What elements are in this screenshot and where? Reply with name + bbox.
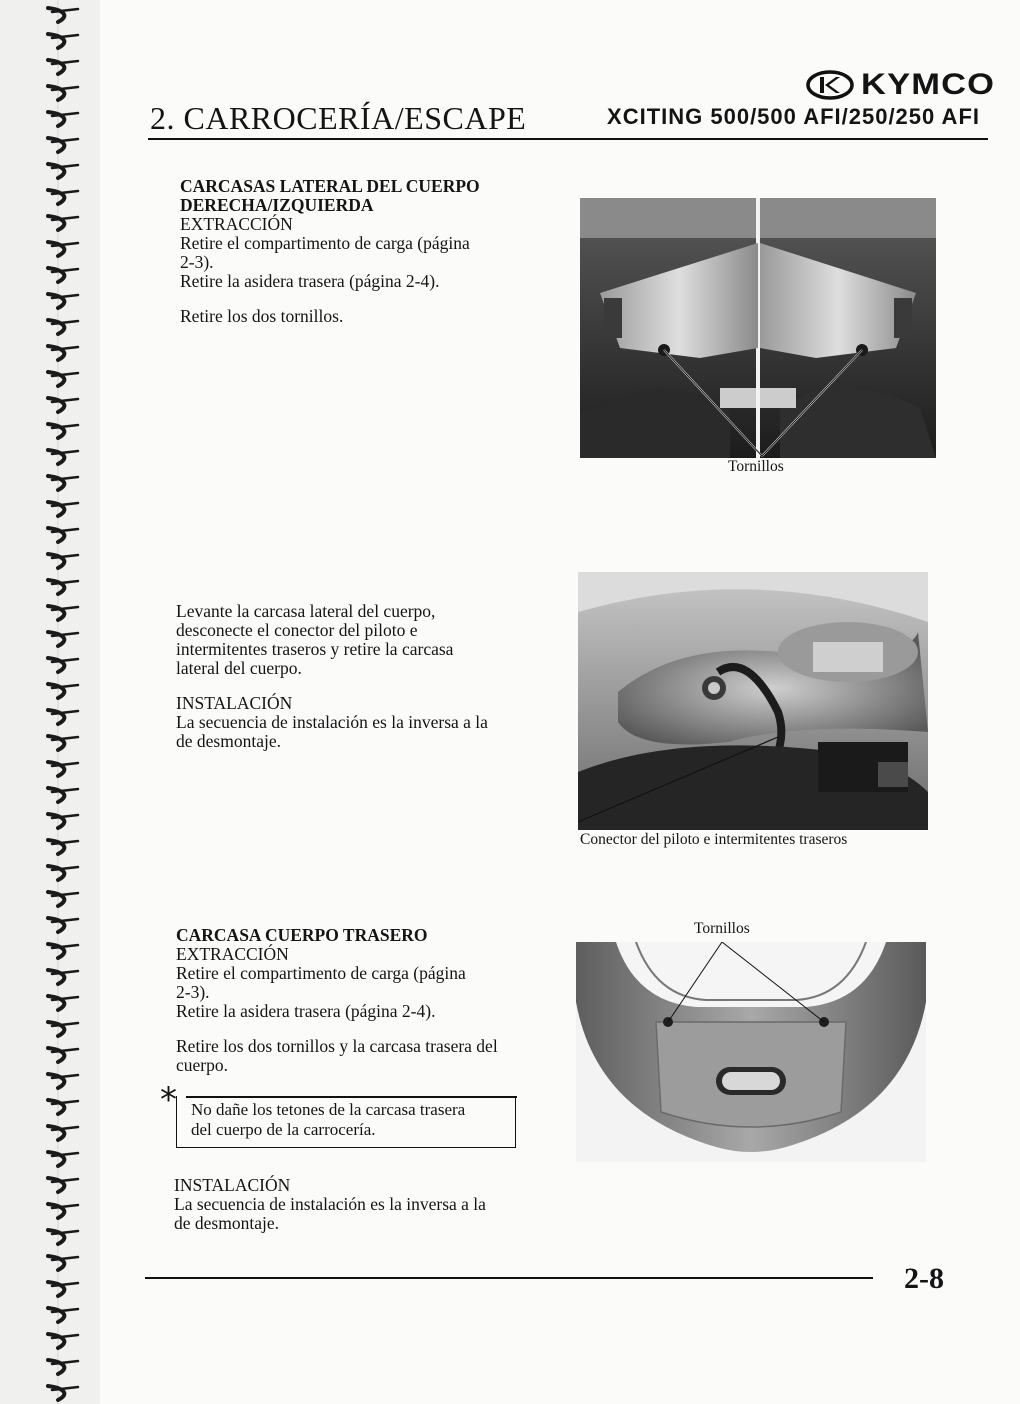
rear-cover-screws-photo [576,942,926,1162]
section3-line2: 2-3). [176,982,210,1002]
caution-note-box [176,1096,516,1148]
connector-caption: Conector del piloto e intermitentes traseros [580,831,848,848]
section1-text [180,177,550,326]
screws-label-1: Tornillos [728,458,784,475]
section1-subheading: EXTRACCIÓN [180,214,293,234]
section3-text [176,926,546,1075]
section1-line3: Retire la asidera trasera (página 2-4). [180,271,440,291]
section2-line1: Levante la carcasa lateral del cuerpo, [176,601,436,621]
section3-line5: cuerpo. [176,1055,228,1075]
side-cover-screws-photo [580,198,936,458]
section2-text [176,602,556,751]
section2-line3: intermitentes traseros y retire la carcasa [176,639,454,659]
section3-install-line1: La secuencia de instalación es la inversa a la [174,1194,486,1214]
section2-line2: desconecte el conector del piloto e [176,620,418,640]
section3-install-heading: INSTALACIÓN [174,1175,291,1195]
footer-rule [145,1277,873,1279]
section1-line1: Retire el compartimento de carga (página [180,233,470,253]
spiral-binding [0,0,100,1404]
note-line2: del cuerpo de la carrocería. [191,1120,376,1139]
header-rule [148,138,988,140]
page-number: 2-8 [904,1262,944,1295]
taillight-connector-photo [578,572,928,830]
section1-line4: Retire los dos tornillos. [180,306,344,326]
note-asterisk-icon: * [160,1080,177,1120]
section3-line1: Retire el compartimento de carga (página [176,963,466,983]
note-line1: No dañe los tetones de la carcasa trasera [191,1100,466,1119]
section3-line4: Retire los dos tornillos y la carcasa trasera del [176,1036,498,1056]
section3-subheading: EXTRACCIÓN [176,944,289,964]
section2-install-line1: La secuencia de instalación es la inversa a la [176,712,488,732]
section1-heading-line1: CARCASAS LATERAL DEL CUERPO [180,176,480,196]
brand-logo [805,68,996,102]
section2-install-heading: INSTALACIÓN [176,693,293,713]
screws-label-2: Tornillos [694,920,750,937]
section1-line2: 2-3). [180,252,214,272]
section3-install [174,1176,544,1233]
brand-name: KYMCO [861,68,996,101]
section3-heading: CARCASA CUERPO TRASERO [176,925,428,945]
section-title: 2. CARROCERÍA/ESCAPE [150,100,527,136]
model-name: XCITING 500/500 AFI/250/250 AFI [607,104,980,129]
section3-line3: Retire la asidera trasera (página 2-4). [176,1001,436,1021]
section3-install-line2: de desmontaje. [174,1213,279,1233]
section2-line4: lateral del cuerpo. [176,658,302,678]
section2-install-line2: de desmontaje. [176,731,281,751]
section1-heading-line2: DERECHA/IZQUIERDA [180,195,374,215]
kymco-k-icon [805,70,855,100]
